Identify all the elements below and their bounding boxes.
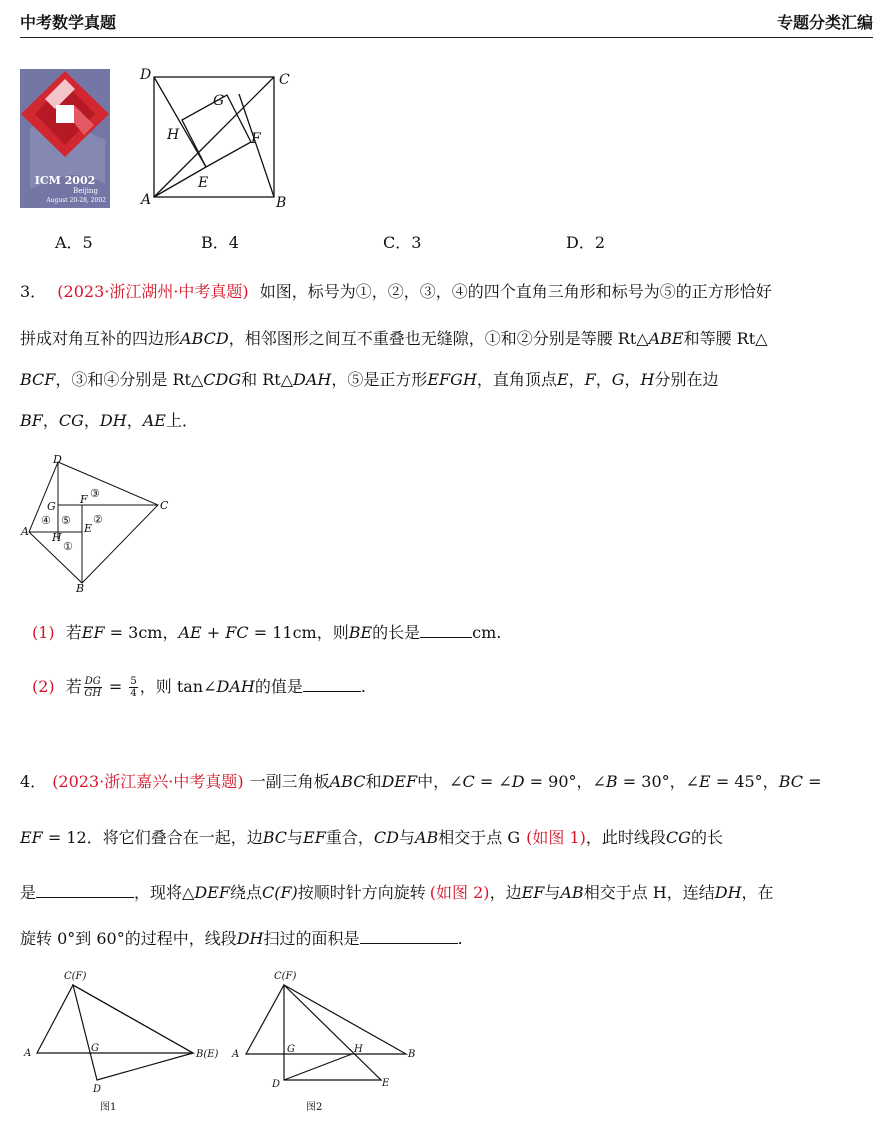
q4-figure-1 [18, 966, 233, 1116]
text-span: E [699, 772, 711, 791]
text-span: 上． [165, 411, 198, 430]
text-span: = 3cm， [104, 623, 179, 642]
label-c: C [279, 72, 290, 88]
answer-blank-3[interactable] [36, 883, 134, 898]
text-span: DG [84, 676, 101, 687]
text-span: E [382, 1078, 390, 1089]
text-span: EFGH [427, 370, 477, 389]
text-span: ，则 tan∠ [139, 677, 217, 696]
q3-sub1 [32, 622, 501, 644]
text-span: ，⑤是正方形 [331, 370, 428, 389]
text-span: ABCD [180, 329, 229, 348]
text-span: D [511, 772, 525, 791]
label-b: B [276, 195, 287, 211]
text-span: H [640, 370, 655, 389]
text-span: DH [236, 929, 264, 948]
text-span: 的长 [690, 828, 723, 847]
label-e: E [198, 175, 209, 191]
text-span: G [91, 1043, 99, 1054]
answer-blank-1[interactable] [420, 623, 472, 638]
text-span: 4 [130, 688, 137, 699]
text-span: B [76, 582, 85, 595]
text-span: = 45°， [710, 772, 779, 791]
text-span: AE [142, 411, 166, 430]
text-span: ，③和④分别是 Rt△ [55, 370, 204, 389]
text-span: A [21, 525, 29, 538]
text-span: EF [20, 828, 43, 847]
triangle-def-2 [284, 985, 381, 1080]
triangle-abc-2 [246, 985, 406, 1054]
q3-number: 3． [20, 282, 47, 301]
text-span: 旋转 0°到 60°的过程中，线段 [20, 929, 237, 948]
text-span: ，直角顶点 [476, 370, 557, 389]
text-span: A [232, 1049, 240, 1060]
text-span: . [360, 677, 366, 696]
text-span: CG [58, 411, 84, 430]
text-span: . [457, 929, 463, 948]
text-span: 4． [20, 772, 47, 791]
text-span: G [287, 1044, 295, 1055]
header-left: 中考数学真题 [20, 13, 117, 32]
text-span: = 11cm，则 [248, 623, 349, 642]
text-span: C(F) [261, 883, 298, 902]
text-span: F [80, 493, 88, 506]
text-span: 是 [20, 883, 37, 902]
q3-line4 [20, 410, 198, 432]
icm-logo-image [20, 69, 110, 208]
q3-source: (2023·浙江湖州·中考真题) [57, 282, 249, 301]
text-span: 中，∠ [417, 772, 463, 791]
text-span: C(F) [64, 971, 87, 982]
text-span: H [52, 531, 62, 544]
q3-sub2 [32, 676, 366, 699]
text-span: C [462, 772, 475, 791]
fig2-caption: 图2 [306, 1102, 323, 1113]
text-span: ① [63, 540, 73, 553]
q3-line1 [20, 281, 772, 303]
text-span: 和 [365, 772, 382, 791]
text-span: (1) [32, 623, 55, 642]
text-span: 5 [130, 676, 137, 687]
option-b: B．4 [201, 233, 239, 252]
text-span: G [47, 500, 56, 513]
text-span: (如图 2) [429, 883, 490, 902]
text-span: F [584, 370, 596, 389]
text-span: DH [99, 411, 127, 430]
label-g: G [213, 93, 225, 109]
text-span: = 12．将它们叠合在一起，边 [42, 828, 263, 847]
triangle-def [73, 985, 193, 1080]
text-span: DAH [293, 370, 332, 389]
text-span: EF [521, 883, 545, 902]
text-span: EF [303, 828, 326, 847]
text-span: D [53, 453, 62, 466]
text-span: E [84, 522, 93, 535]
text-span: ， [42, 411, 59, 430]
label-d: D [140, 67, 152, 83]
text-span: (2) [32, 677, 55, 696]
fig1-caption: 图1 [100, 1102, 117, 1113]
text-span: = 30°，∠ [617, 772, 700, 791]
q4-line4 [20, 928, 463, 950]
option-d: D．2 [566, 233, 606, 252]
text-span: 拼成对角互补的四边形 [20, 329, 181, 348]
q3-line2 [20, 328, 767, 350]
text-span: cm. [472, 623, 502, 642]
text-span: 相交于点 G [438, 828, 521, 847]
text-span: ，相邻图形之间互不重叠也无缝隙，①和②分别是等腰 Rt△ [228, 329, 649, 348]
text-span: 重合， [325, 828, 374, 847]
text-span: = [103, 677, 128, 696]
label-a: A [141, 192, 152, 208]
option-c: C．3 [383, 233, 422, 252]
text-span: DEF [381, 772, 418, 791]
text-span: ④ [41, 514, 51, 527]
text-span: DH [714, 883, 742, 902]
q3-figure [18, 450, 178, 595]
segment-dh [284, 1054, 352, 1080]
text-span: GH [84, 688, 102, 699]
text-span: BE [348, 623, 373, 642]
answer-blank-4[interactable] [360, 929, 458, 944]
logo-city: Beijing [73, 187, 98, 195]
text-span: C [160, 499, 169, 512]
text-span: 的值是 [254, 677, 303, 696]
text-span: 的长是 [372, 623, 421, 642]
text-span: 一副三角板 [249, 772, 330, 791]
label-h: H [167, 127, 180, 143]
text-span: H [354, 1044, 363, 1055]
text-span: = [802, 772, 822, 791]
text-span: AB [560, 883, 584, 902]
logo-date: August 20-28, 2002 [46, 197, 106, 204]
option-a: A．5 [55, 233, 93, 252]
text-span: 若 [65, 623, 82, 642]
q4-line3 [20, 882, 774, 904]
text-span: FC [225, 623, 249, 642]
text-span: G [611, 370, 625, 389]
text-span: ， [624, 370, 641, 389]
text-span: B [605, 772, 618, 791]
text-span: 扫过的面积是 [263, 929, 360, 948]
text-span: + [201, 623, 226, 642]
text-span: D [272, 1079, 281, 1090]
q3-line3 [20, 369, 719, 391]
text-span: D [93, 1084, 102, 1095]
text-span: ② [93, 513, 103, 526]
text-span: ， [595, 370, 612, 389]
text-span: = 90°，∠ [524, 772, 606, 791]
text-span: BC [778, 772, 803, 791]
text-span: DAH [216, 677, 255, 696]
logo-title: ICM 2002 [34, 174, 96, 187]
square-figure [135, 65, 295, 215]
text-span: ，现将△ [134, 883, 195, 902]
text-span: CDG [203, 370, 242, 389]
text-span: ABE [648, 329, 684, 348]
answer-blank-2[interactable] [303, 677, 361, 692]
text-span: 与 [544, 883, 561, 902]
triangle-abc [37, 985, 193, 1053]
text-span: EF [81, 623, 105, 642]
text-span: 分别在边 [654, 370, 719, 389]
text-span: 与 [287, 828, 304, 847]
text-span: BF [20, 411, 43, 430]
text-span: ③ [90, 487, 100, 500]
text-span: = ∠ [474, 772, 512, 791]
text-span: BCF [20, 370, 56, 389]
text-span: 和 Rt△ [241, 370, 294, 389]
q4-source: (2023·浙江嘉兴·中考真题) [52, 772, 244, 791]
text-span: A [24, 1048, 32, 1059]
text-span: ABC [329, 772, 366, 791]
q4-line2 [20, 827, 723, 849]
text-span: 与 [398, 828, 415, 847]
text-span: ， [126, 411, 143, 430]
text-span: ，在 [741, 883, 774, 902]
text-span: 和等腰 Rt△ [683, 329, 768, 348]
text-span: ， [568, 370, 585, 389]
text-span: BC [262, 828, 288, 847]
label-f: F [251, 131, 261, 147]
q4-line1 [20, 771, 821, 793]
text-span: 若 [65, 677, 82, 696]
text-span: AE [178, 623, 202, 642]
text-span: CD [373, 828, 399, 847]
text-span: (如图 1) [526, 828, 586, 847]
text-span: B [408, 1049, 416, 1060]
text-span: 相交于点 H，连结 [583, 883, 715, 902]
q4-figure-2 [228, 966, 428, 1116]
text-span: DEF [194, 883, 230, 902]
text-span: CG [665, 828, 691, 847]
header-right: 专题分类汇编 [776, 13, 873, 32]
text-span: ，此时线段 [585, 828, 666, 847]
text-span: AB [414, 828, 439, 847]
text-span: ⑤ [61, 514, 71, 527]
text-span: ，边 [489, 883, 522, 902]
text-span: B(E) [196, 1049, 219, 1060]
header-divider [20, 37, 873, 38]
text-span: E [556, 370, 569, 389]
text-span: C(F) [274, 971, 297, 982]
text-span: ， [83, 411, 100, 430]
text-span: 绕点 [229, 883, 262, 902]
text-span: 如图，标号为①，②，③，④的四个直角三角形和标号为⑤的正方形恰好 [259, 282, 772, 301]
text-span: 按顺时针方向旋转 [297, 883, 426, 902]
